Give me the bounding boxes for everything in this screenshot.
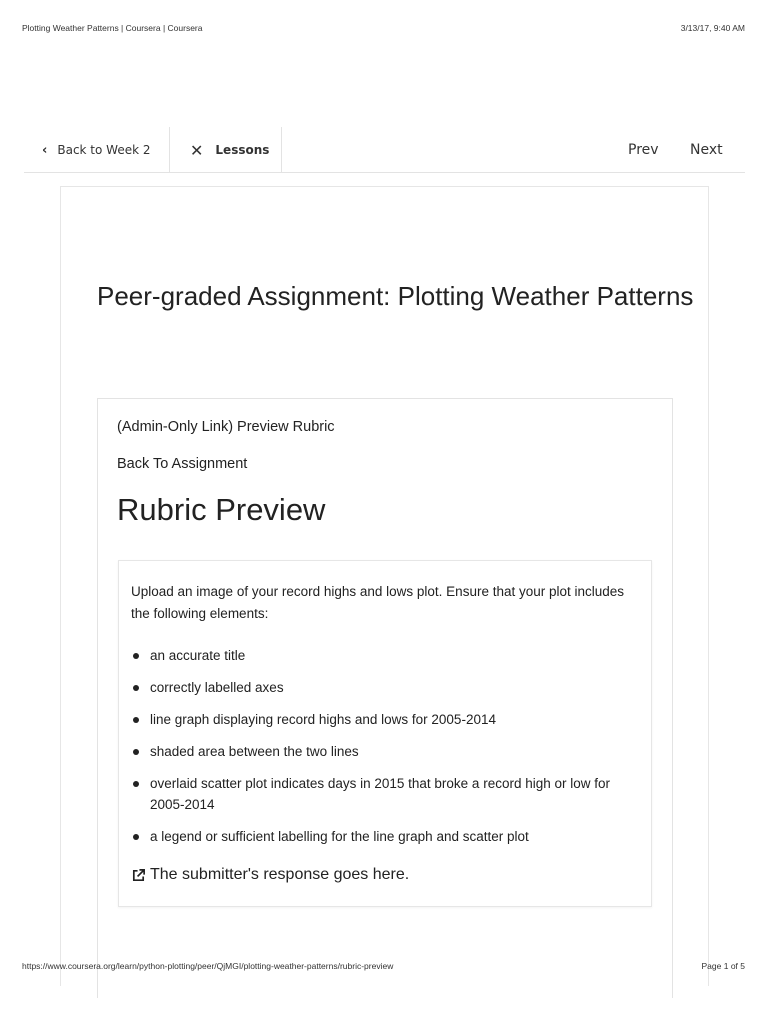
page-title: Peer-graded Assignment: Plotting Weather Patterns: [97, 281, 694, 311]
list-item: correctly labelled axes: [131, 677, 641, 698]
lessons-button[interactable]: [169, 127, 282, 173]
external-link-icon: [131, 868, 146, 883]
submitter-response-link[interactable]: [131, 866, 409, 884]
rubric-box: [118, 560, 652, 907]
back-to-assignment-link[interactable]: Back To Assignment: [117, 456, 248, 472]
rubric-heading: Rubric Preview: [117, 492, 326, 527]
back-to-week-button[interactable]: [42, 127, 151, 173]
list-item: an accurate title: [131, 645, 641, 666]
print-footer-url: https://www.coursera.org/learn/python-plotting/peer/QjMGI/plotting-weather-patterns/rubric-preview: [22, 961, 394, 971]
list-item: line graph displaying record highs and lows for 2005-2014: [131, 709, 641, 730]
next-button[interactable]: Next: [690, 142, 723, 158]
list-item: a legend or sufficient labelling for the line graph and scatter plot: [131, 826, 641, 847]
print-footer-page: Page 1 of 5: [701, 961, 745, 971]
rubric-intro: Upload an image of your record highs and lows plot. Ensure that your plot includes the following elements:: [131, 584, 625, 621]
back-label: Back to Week 2: [57, 143, 151, 157]
close-icon: ✕: [190, 140, 204, 160]
response-text: The submitter's response goes here.: [150, 866, 410, 883]
lessons-label: Lessons: [215, 143, 270, 157]
course-nav: [24, 127, 745, 173]
list-item: overlaid scatter plot indicates days in 2015 that broke a record high or low for 2005-2014: [131, 773, 641, 815]
list-item: shaded area between the two lines: [131, 741, 641, 762]
rubric-list: [131, 645, 641, 858]
chevron-left-icon: ‹: [42, 142, 48, 158]
print-header-title: Plotting Weather Patterns | Coursera | Coursera: [22, 23, 203, 33]
admin-preview-rubric-link[interactable]: (Admin-Only Link) Preview Rubric: [117, 419, 335, 435]
print-header-datetime: 3/13/17, 9:40 AM: [680, 23, 745, 33]
prev-button[interactable]: Prev: [628, 142, 659, 158]
